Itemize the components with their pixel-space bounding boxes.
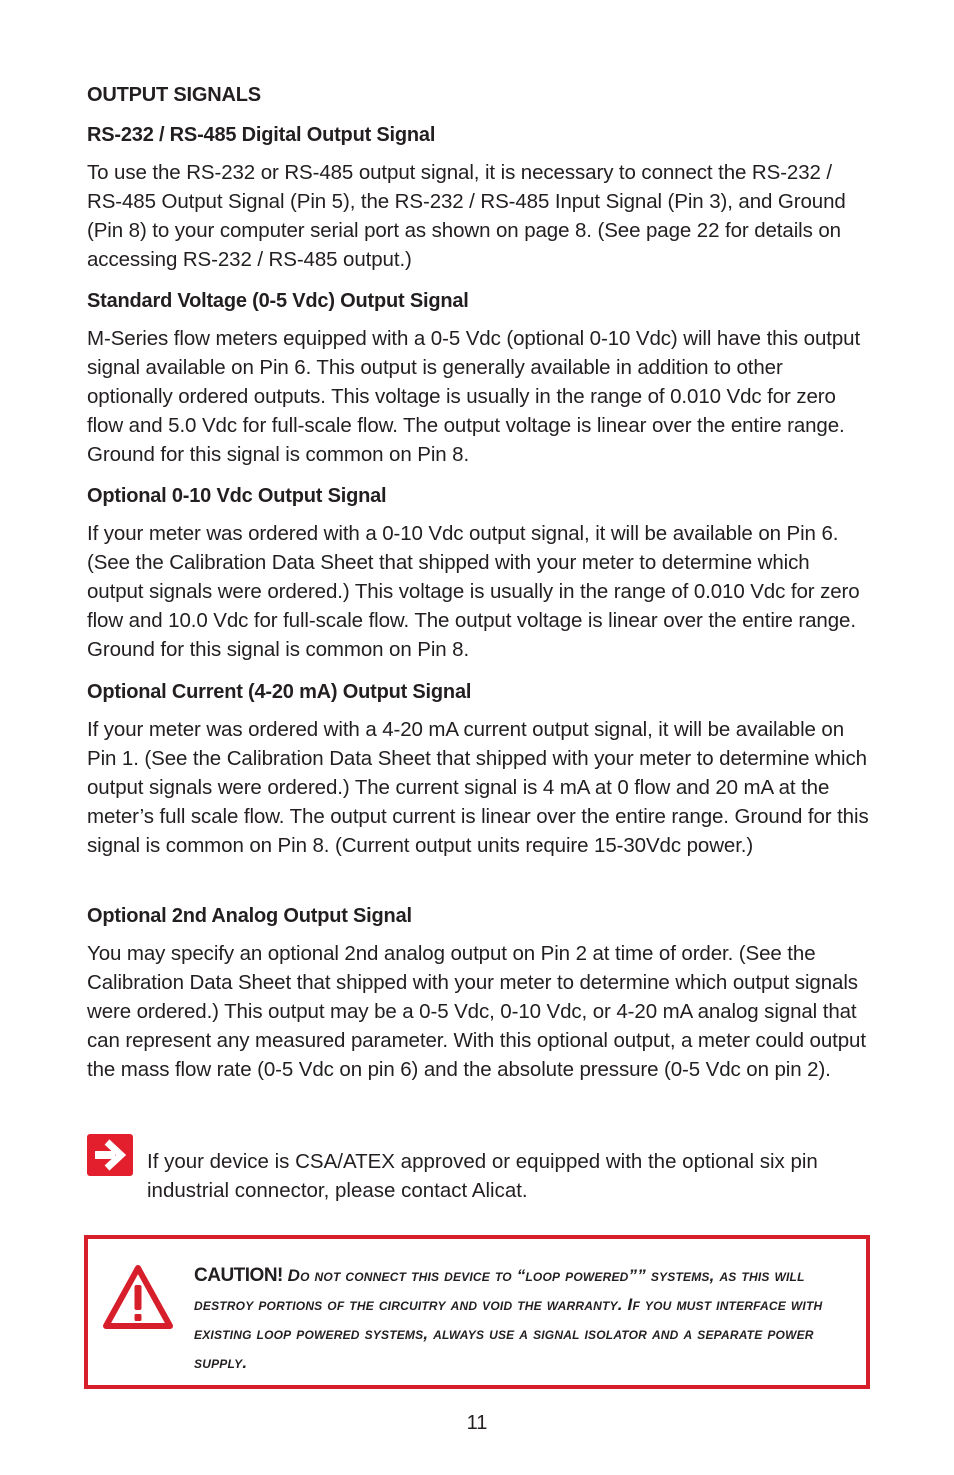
note-text: If your device is CSA/ATEX approved or equipped with the optional six pin industrial connector, please contact Alicat.	[147, 1149, 818, 1202]
section-standard-voltage	[87, 290, 869, 469]
section-body: M-Series flow meters equipped with a 0-5 Vdc (optional 0-10 Vdc) will have this output signal available on Pin 6. This output is generally available in addition to other optionally ordered outputs. This voltage is usually in the range of 0.010 Vdc for zero flow and 5.0 Vdc for full-scale flow. The output voltage is linear over the entire range. Ground for this signal is common on Pin 8.	[87, 327, 861, 466]
section-rs232	[87, 124, 869, 274]
section-heading: Optional 2nd Analog Output Signal	[87, 905, 412, 927]
section-body: You may specify an optional 2nd analog output on Pin 2 at time of order. (See the Calibration Data Sheet that shipped with your meter to determine which output signals were ordered.) This output may be a 0-5 Vdc, 0-10 Vdc, or 4-20 mA analog signal that can represent any measured parameter. With this optional output, a meter could output the mass flow rate (0-5 Vdc on pin 6) and the absolute pressure (0-5 Vdc on pin 2).	[87, 942, 866, 1081]
section-body: To use the RS-232 or RS-485 output signal, it is necessary to connect the RS-232 / RS-485 Output Signal (Pin 5), the RS-232 / RS-485 Input Signal (Pin 3), and Ground (Pin 8) to your computer serial port as shown on page 8. (See page 22 for details on accessing RS-232 / RS-485 output.)	[87, 161, 846, 271]
section-heading: Optional 0-10 Vdc Output Signal	[87, 485, 387, 507]
caution-text	[194, 1261, 854, 1377]
section-0-10-vdc	[87, 485, 869, 664]
section-heading: Standard Voltage (0-5 Vdc) Output Signal	[87, 290, 469, 312]
caution-body: Do not connect this device to “loop powered”” systems, as this will destroy portions of the circuitry and void the warranty. If you must interface with existing loop powered systems, always use a signal isolator and a separate power supply.	[194, 1266, 823, 1372]
caution-label: CAUTION!	[194, 1265, 283, 1286]
warning-triangle-icon	[102, 1263, 174, 1331]
caution-box	[84, 1235, 870, 1389]
page-number: 11	[466, 1412, 488, 1434]
arrow-right-icon	[87, 1134, 133, 1176]
page-title: OUTPUT SIGNALS	[87, 84, 261, 106]
section-heading: Optional Current (4-20 mA) Output Signal	[87, 681, 472, 703]
section-current-output	[87, 681, 869, 860]
section-heading: RS-232 / RS-485 Digital Output Signal	[87, 124, 436, 146]
section-2nd-analog	[87, 905, 869, 1084]
section-body: If your meter was ordered with a 4-20 mA current output signal, it will be available on Pin 1. (See the Calibration Data Sheet that shipped with your meter to determine which output signals were ordered.) The current signal is 4 mA at 0 flow and 20 mA at the meter’s full scale flow. The output current is linear over the entire range. Ground for this signal is common on Pin 8. (Current output units require 15-30Vdc power.)	[87, 718, 869, 857]
section-body: If your meter was ordered with a 0-10 Vdc output signal, it will be available on Pin 6. (See the Calibration Data Sheet that shipped with your meter to determine which output signals were ordered.) This voltage is usually in the range of 0.010 Vdc for zero flow and 10.0 Vdc for full-scale flow. The output voltage is linear over the entire range. Ground for this signal is common on Pin 8.	[87, 522, 860, 661]
